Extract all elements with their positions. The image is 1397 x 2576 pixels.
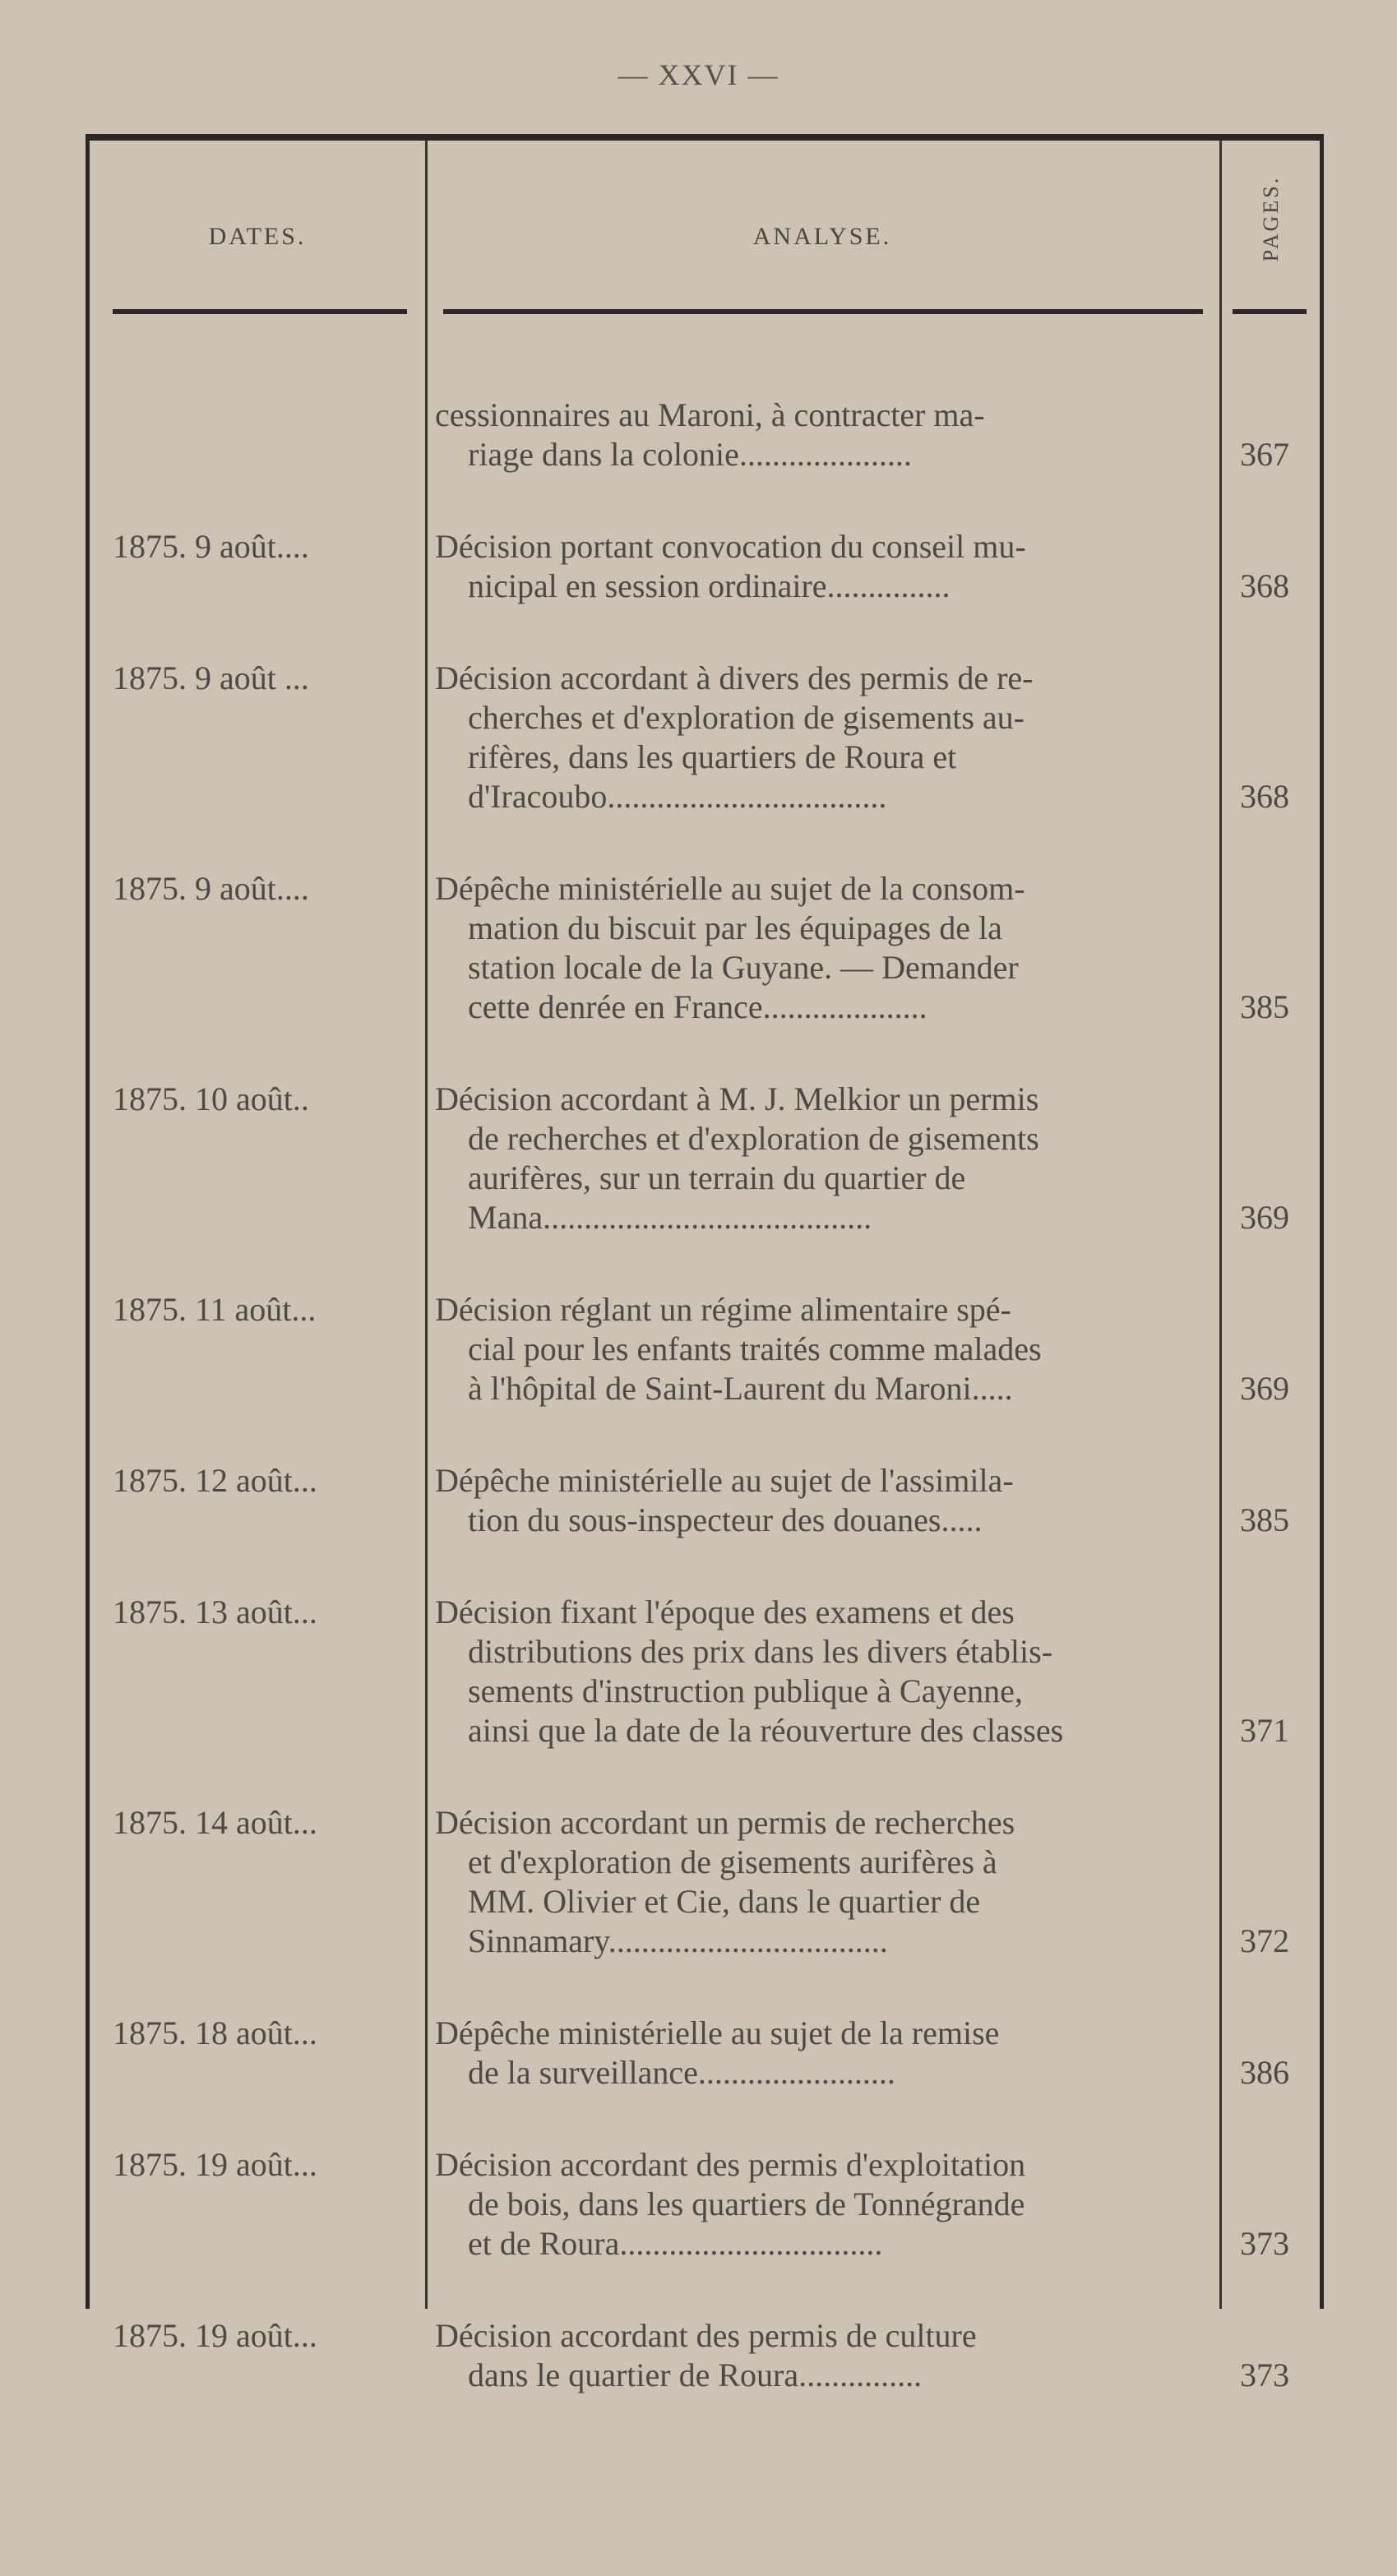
analysis-line: de bois, dans les quartiers de Tonnégrande — [468, 2185, 1025, 2222]
entry-date: 1875. 10 août.. — [113, 1080, 309, 1117]
analysis-line: de la surveillance........................ — [468, 2054, 895, 2091]
header-rule — [443, 309, 1203, 314]
analysis-line: d'Iracoubo.................................. — [468, 778, 887, 815]
index-table — [86, 134, 1324, 2393]
analysis-line: ainsi que la date de la réouverture des classes — [468, 1712, 1064, 1749]
entry-analysis — [435, 869, 1224, 1027]
table-row — [90, 1593, 1320, 1750]
table-row — [90, 2014, 1320, 2093]
table-row — [90, 2316, 1320, 2395]
entry-analysis — [435, 2014, 1224, 2093]
entry-analysis — [435, 2316, 1224, 2395]
entry-page-number: 367 — [1240, 436, 1289, 473]
entry-date: 1875. 13 août... — [113, 1593, 317, 1630]
table-row — [90, 659, 1320, 816]
analysis-line: Dépêche ministérielle au sujet de la consom- — [435, 870, 1025, 907]
analysis-line: et d'exploration de gisements aurifères à — [468, 1843, 997, 1880]
analysis-line: station locale de la Guyane. — Demander — [468, 949, 1019, 986]
table-row — [90, 1080, 1320, 1237]
header-rule — [1233, 309, 1307, 314]
analysis-line: Décision accordant à divers des permis de re- — [435, 659, 1034, 696]
table-row — [90, 1803, 1320, 1961]
entry-page-number: 386 — [1240, 2054, 1289, 2091]
analysis-line: à l'hôpital de Saint-Laurent du Maroni..... — [468, 1370, 1013, 1407]
analysis-line: nicipal en session ordinaire............... — [468, 567, 951, 604]
entry-date: 1875. 18 août... — [113, 2014, 317, 2051]
entry-page-number: 372 — [1240, 1922, 1289, 1959]
entry-date: 1875. 19 août... — [113, 2317, 317, 2354]
column-header-dates: DATES. — [208, 223, 307, 250]
analysis-line: et de Roura................................ — [468, 2225, 883, 2262]
entry-analysis — [435, 1461, 1224, 1540]
analysis-line: riage dans la colonie..................... — [468, 436, 912, 473]
table-row — [90, 2145, 1320, 2264]
analysis-line: de recherches et d'exploration de gisements — [468, 1120, 1039, 1157]
analysis-line: Décision réglant un régime alimentaire spé- — [435, 1291, 1011, 1328]
entry-page-number: 371 — [1240, 1712, 1289, 1749]
entry-page-number: 369 — [1240, 1370, 1289, 1407]
analysis-line: aurifères, sur un terrain du quartier de — [468, 1159, 966, 1196]
entry-analysis — [435, 1803, 1224, 1961]
analysis-line: tion du sous-inspecteur des douanes..... — [468, 1501, 983, 1538]
entry-page-number: 373 — [1240, 2225, 1289, 2262]
analysis-line: Dépêche ministérielle au sujet de la remise — [435, 2014, 1000, 2051]
analysis-line: Dépêche ministérielle au sujet de l'assimila- — [435, 1462, 1014, 1499]
entry-date: 1875. 9 août.... — [113, 870, 309, 907]
header-rule — [113, 309, 407, 314]
entry-date: 1875. 12 août... — [113, 1462, 317, 1499]
entry-date: 1875. 9 août ... — [113, 659, 309, 696]
entry-analysis — [435, 395, 1224, 474]
table-row — [90, 395, 1320, 474]
table-row — [90, 527, 1320, 606]
entry-page-number: 369 — [1240, 1199, 1289, 1236]
column-header-pages — [1222, 157, 1321, 280]
entry-analysis — [435, 2145, 1224, 2264]
entry-date: 1875. 19 août... — [113, 2146, 317, 2183]
analysis-line: distributions des prix dans les divers établis- — [468, 1633, 1053, 1670]
entry-date: 1875. 9 août.... — [113, 528, 309, 565]
entry-analysis — [435, 1593, 1224, 1750]
entry-page-number: 373 — [1240, 2356, 1289, 2393]
analysis-line: Sinnamary.................................. — [468, 1922, 888, 1959]
table-row — [90, 1461, 1320, 1540]
entry-date: 1875. 11 août... — [113, 1291, 317, 1328]
analysis-line: cherches et d'exploration de gisements au- — [468, 699, 1025, 736]
analysis-line: MM. Olivier et Cie, dans le quartier de — [468, 1883, 981, 1920]
analysis-line: sements d'instruction publique à Cayenne, — [468, 1672, 1023, 1709]
analysis-line: Mana........................................ — [468, 1199, 872, 1236]
analysis-line: cessionnaires au Maroni, à contracter ma- — [435, 396, 985, 433]
entry-page-number: 368 — [1240, 778, 1289, 815]
column-header-pages-label: PAGES. — [1259, 175, 1283, 262]
analysis-line: cial pour les enfants traités comme malades — [468, 1330, 1042, 1367]
analysis-line: dans le quartier de Roura............... — [468, 2356, 923, 2393]
analysis-line: mation du biscuit par les équipages de la — [468, 909, 1002, 946]
entry-page-number: 385 — [1240, 1501, 1289, 1538]
entry-analysis — [435, 1080, 1224, 1237]
table-row — [90, 1290, 1320, 1408]
analysis-line: rifères, dans les quartiers de Roura et — [468, 738, 957, 775]
analysis-line: Décision accordant des permis d'exploitation — [435, 2146, 1026, 2183]
analysis-line: Décision accordant un permis de recherches — [435, 1804, 1015, 1841]
page-header: — XXVI — — [618, 58, 779, 91]
column-header-analyse: ANALYSE. — [752, 223, 892, 250]
analysis-line: Décision fixant l'époque des examens et des — [435, 1593, 1015, 1630]
entry-date: 1875. 14 août... — [113, 1804, 317, 1841]
entry-analysis — [435, 527, 1224, 606]
table-row — [90, 869, 1320, 1027]
entry-analysis — [435, 659, 1224, 816]
entry-page-number: 385 — [1240, 988, 1289, 1025]
entry-analysis — [435, 1290, 1224, 1408]
analysis-line: Décision accordant à M. J. Melkior un permis — [435, 1080, 1039, 1117]
analysis-line: cette denrée en France.................... — [468, 988, 927, 1025]
analysis-line: Décision portant convocation du conseil mu- — [435, 528, 1026, 565]
entry-page-number: 368 — [1240, 567, 1289, 604]
analysis-line: Décision accordant des permis de culture — [435, 2317, 977, 2354]
